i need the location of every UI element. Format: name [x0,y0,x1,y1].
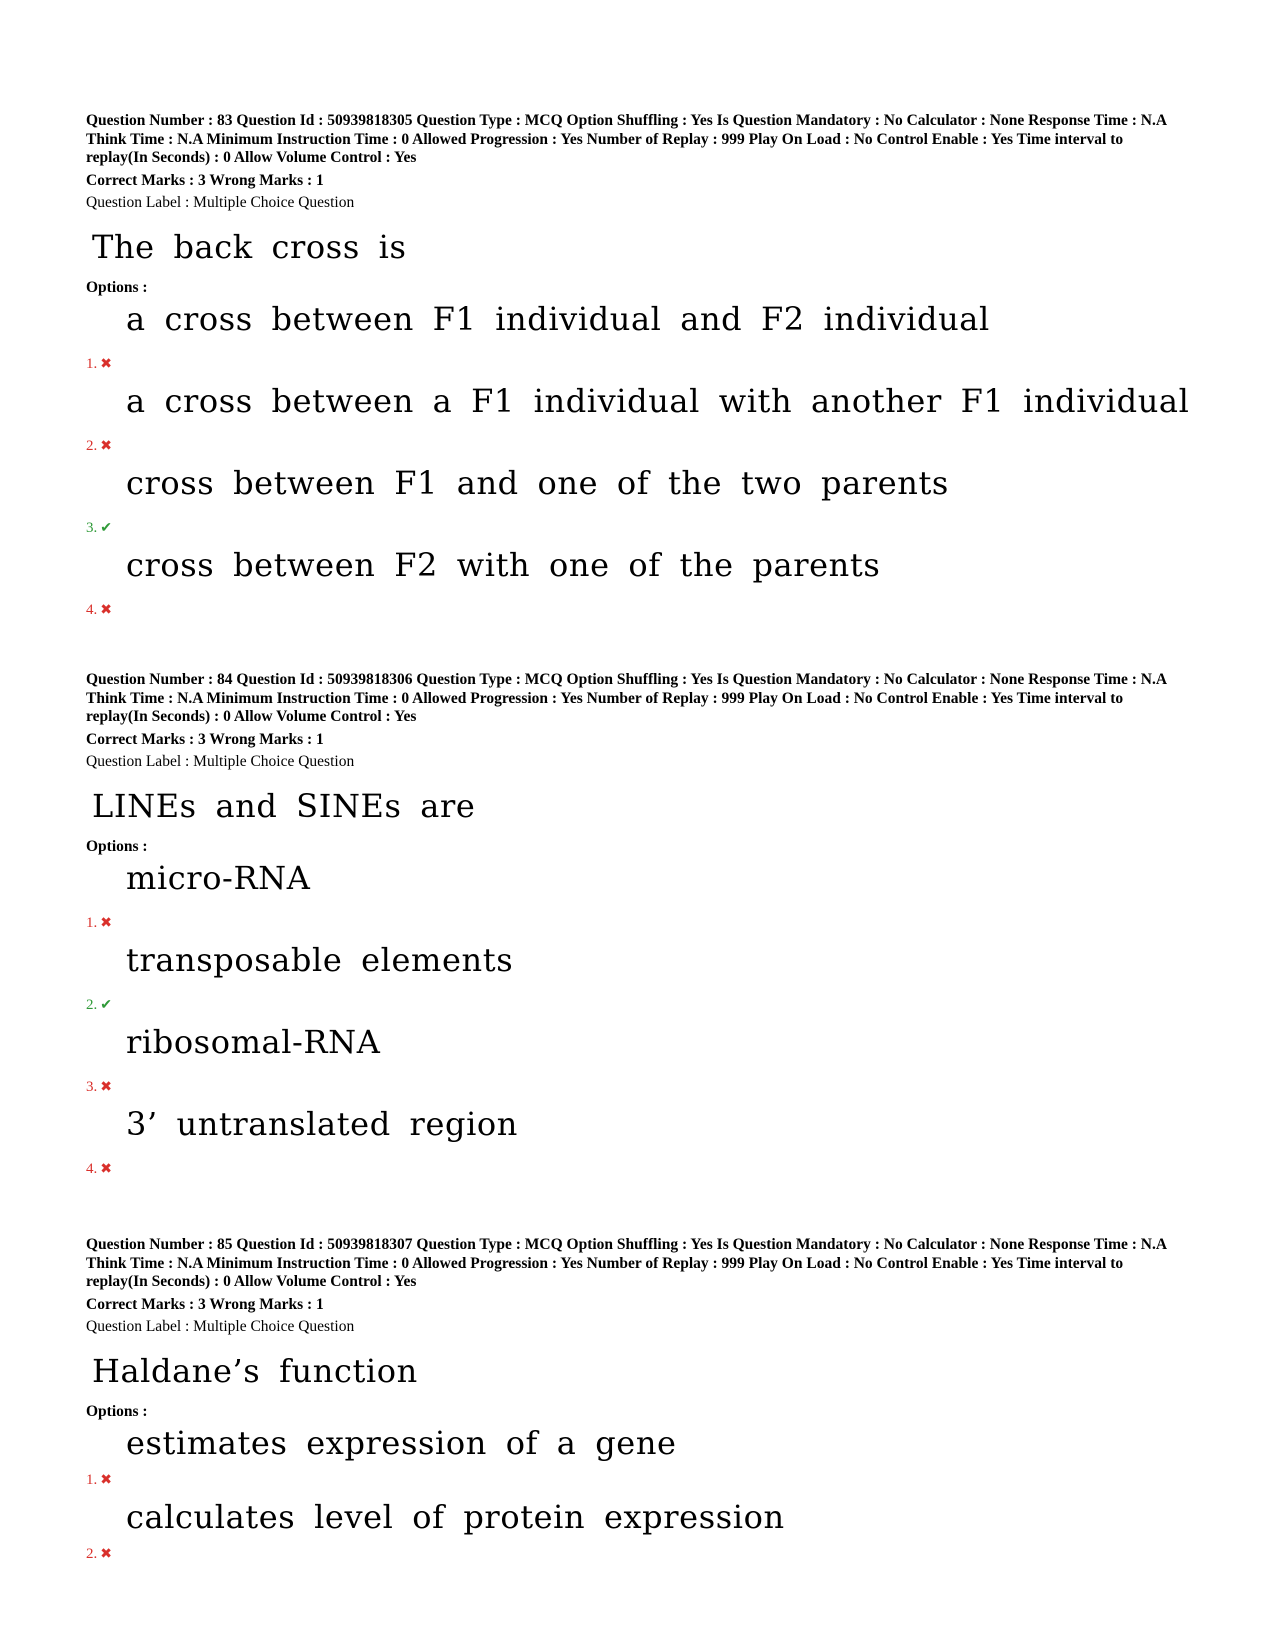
question-marks: Correct Marks : 3 Wrong Marks : 1 [86,730,324,748]
option-text: calculates level of protein expression [126,1497,785,1536]
option-number: 4. [86,1160,98,1177]
question-meta: Question Number : 84 Question Id : 50939818306 Question Type : MCQ Option Shuffling : Yes Is Question Mandatory : No Calculator : None Response Time : N.A Think Time : N.A Minimum Instruction Time : 0 Allowed Progression : Yes Number of Replay : 999 Play On Load : No Control Enable : Yes Time interval to replay(In Seconds) : 0 Allow Volume Control : Yes [86,671,1167,725]
check-icon: ✔ [100,520,112,536]
options-label: Options : [86,278,148,296]
cross-icon: ✖ [100,1161,112,1177]
question-label: Question Label : Multiple Choice Question [86,1318,355,1335]
cross-icon: ✖ [100,438,112,454]
option-number: 2. [86,1545,98,1562]
question-text: Haldane’s function [92,1351,418,1390]
question-meta: Question Number : 83 Question Id : 50939818305 Question Type : MCQ Option Shuffling : Yes Is Question Mandatory : No Calculator : None Response Time : N.A Think Time : N.A Minimum Instruction Time : 0 Allowed Progression : Yes Number of Replay : 999 Play On Load : No Control Enable : Yes Time interval to replay(In Seconds) : 0 Allow Volume Control : Yes [86,112,1167,166]
check-icon: ✔ [100,997,112,1013]
option-item[interactable] [86,1020,1186,1102]
cross-icon: ✖ [100,602,112,618]
option-text: cross between F2 with one of the parents [126,545,881,584]
question-label: Question Label : Multiple Choice Question [86,194,355,211]
cross-icon: ✖ [100,1546,112,1562]
option-number: 1. [86,355,98,372]
option-number: 2. [86,437,98,454]
option-item[interactable] [86,1495,1186,1569]
question-text: LINEs and SINEs are [92,786,476,825]
option-number: 2. [86,996,98,1013]
option-number: 1. [86,914,98,931]
option-text: cross between F1 and one of the two parents [126,463,949,502]
question-marks: Correct Marks : 3 Wrong Marks : 1 [86,171,324,189]
option-item[interactable] [86,379,1190,461]
question-block [86,1236,1186,1569]
option-text: micro-RNA [126,858,311,897]
option-item[interactable] [86,297,1186,379]
cross-icon: ✖ [100,915,112,931]
option-item[interactable] [86,461,1186,543]
options-label: Options : [86,837,148,855]
option-item[interactable] [86,856,1186,938]
question-label: Question Label : Multiple Choice Question [86,753,355,770]
option-item[interactable] [86,938,1186,1020]
option-text: a cross between a F1 individual with another F1 individual [126,381,1190,420]
question-block [86,112,1190,625]
option-text: 3’ untranslated region [126,1104,518,1143]
option-number: 4. [86,601,98,618]
cross-icon: ✖ [100,356,112,372]
option-text: ribosomal-RNA [126,1022,381,1061]
option-number: 3. [86,519,98,536]
question-marks: Correct Marks : 3 Wrong Marks : 1 [86,1295,324,1313]
option-text: transposable elements [126,940,514,979]
option-item[interactable] [86,1421,1186,1495]
cross-icon: ✖ [100,1079,112,1095]
option-number: 1. [86,1471,98,1488]
question-block [86,671,1186,1184]
option-text: a cross between F1 individual and F2 individual [126,299,990,338]
option-number: 3. [86,1078,98,1095]
question-text: The back cross is [92,227,407,266]
options-label: Options : [86,1402,148,1420]
option-item[interactable] [86,543,1186,625]
question-meta: Question Number : 85 Question Id : 50939818307 Question Type : MCQ Option Shuffling : Yes Is Question Mandatory : No Calculator : None Response Time : N.A Think Time : N.A Minimum Instruction Time : 0 Allowed Progression : Yes Number of Replay : 999 Play On Load : No Control Enable : Yes Time interval to replay(In Seconds) : 0 Allow Volume Control : Yes [86,1236,1167,1290]
option-item[interactable] [86,1102,1186,1184]
cross-icon: ✖ [100,1472,112,1488]
option-text: estimates expression of a gene [126,1423,677,1462]
